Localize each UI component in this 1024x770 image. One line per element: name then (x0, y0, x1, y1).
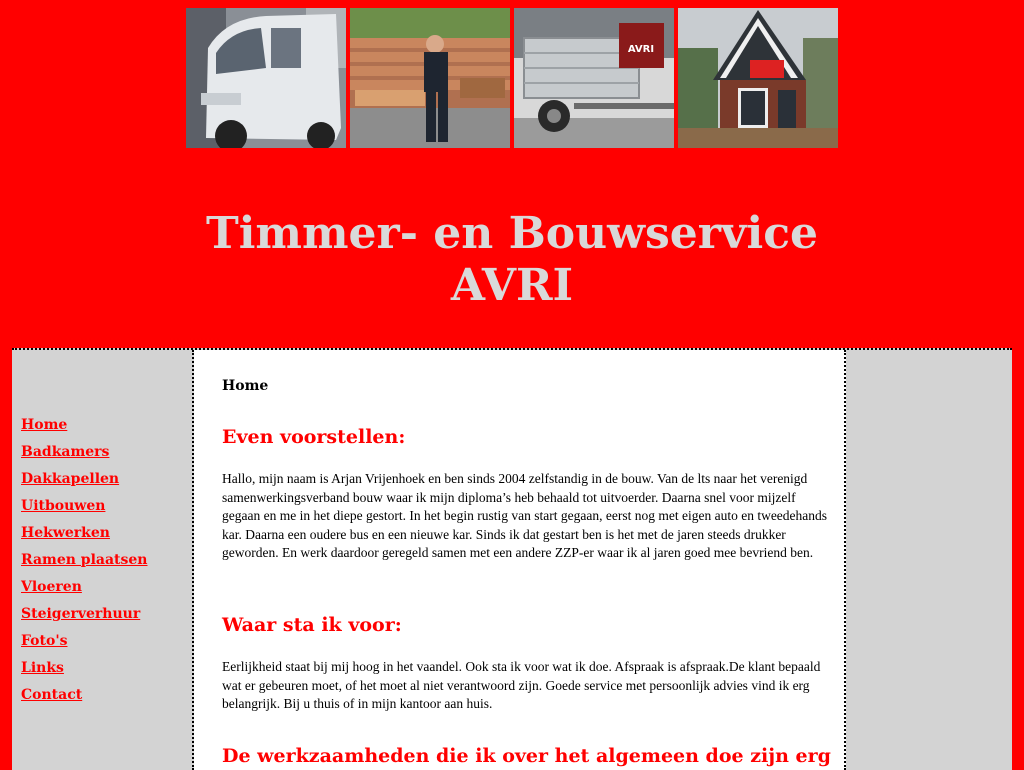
nav-item-links[interactable]: Links (21, 660, 64, 676)
site-title-line1: Timmer- en Bouwservice (205, 208, 819, 259)
header-photo-strip (186, 8, 838, 148)
section-heading-intro: Even voorstellen: (222, 426, 406, 448)
sidebar (12, 350, 194, 770)
section-heading-work: De werkzaamheden die ik over het algemeen doe zijn erg (222, 745, 831, 767)
nav-item-badkamers[interactable]: Badkamers (21, 444, 110, 460)
trailer-sign-text: AVRI (627, 44, 655, 55)
sidebar-nav (21, 414, 148, 711)
carpenter-working-photo (350, 8, 510, 148)
section-text-values: Eerlijkheid staat bij mij hoog in het vaandel. Ook sta ik voor wat ik doe. Afspraak is afspraak.De klant bepaald wat er gebeuren moet, of het moet al niet verantwoord zijn. Goede service met persoonlijk advies vind ik erg belangrijk. Bij u thuis of in mijn kantoor aan huis. (222, 659, 821, 712)
trailer-photo (514, 8, 674, 148)
van-photo (186, 8, 346, 148)
nav-item-home[interactable]: Home (21, 417, 68, 433)
nav-item-fotos[interactable]: Foto's (21, 633, 68, 649)
breadcrumb: Home (222, 378, 269, 394)
nav-item-contact[interactable]: Contact (21, 687, 83, 703)
nav-item-steigerverhuur[interactable]: Steigerverhuur (21, 606, 141, 622)
section-heading-values: Waar sta ik voor: (222, 614, 402, 636)
nav-item-ramen-plaatsen[interactable]: Ramen plaatsen (21, 552, 148, 568)
site-title (0, 208, 1024, 312)
nav-item-dakkapellen[interactable]: Dakkapellen (21, 471, 120, 487)
nav-item-hekwerken[interactable]: Hekwerken (21, 525, 110, 541)
nav-item-vloeren[interactable]: Vloeren (21, 579, 82, 595)
site-title-line2: AVRI (450, 260, 574, 311)
main-content (194, 350, 846, 770)
nav-item-uitbouwen[interactable]: Uitbouwen (21, 498, 106, 514)
workshop-building-photo (678, 8, 838, 148)
page-layout (12, 348, 1012, 770)
section-text-intro: Hallo, mijn naam is Arjan Vrijenhoek en ben sinds 2004 zelfstandig in de bouw. Van de lts naar het verenigd samenwerkingsverband bouw waar ik mijn diploma’s heb behaald tot uitvoerder. Daarna snel voor mijzelf gegaan en me in het diepe gestort. In het begin rustig van start gegaan, eerst nog met eigen auto en tweedehands kar. Daarna een oudere bus en een nieuwe kar. Sinds ik dat gestart ben is het met de jaren steeds drukker geworden. En werk daardoor geregeld samen met een andere ZZP-er waar ik al jaren goed mee bevriend ben. (222, 471, 828, 561)
